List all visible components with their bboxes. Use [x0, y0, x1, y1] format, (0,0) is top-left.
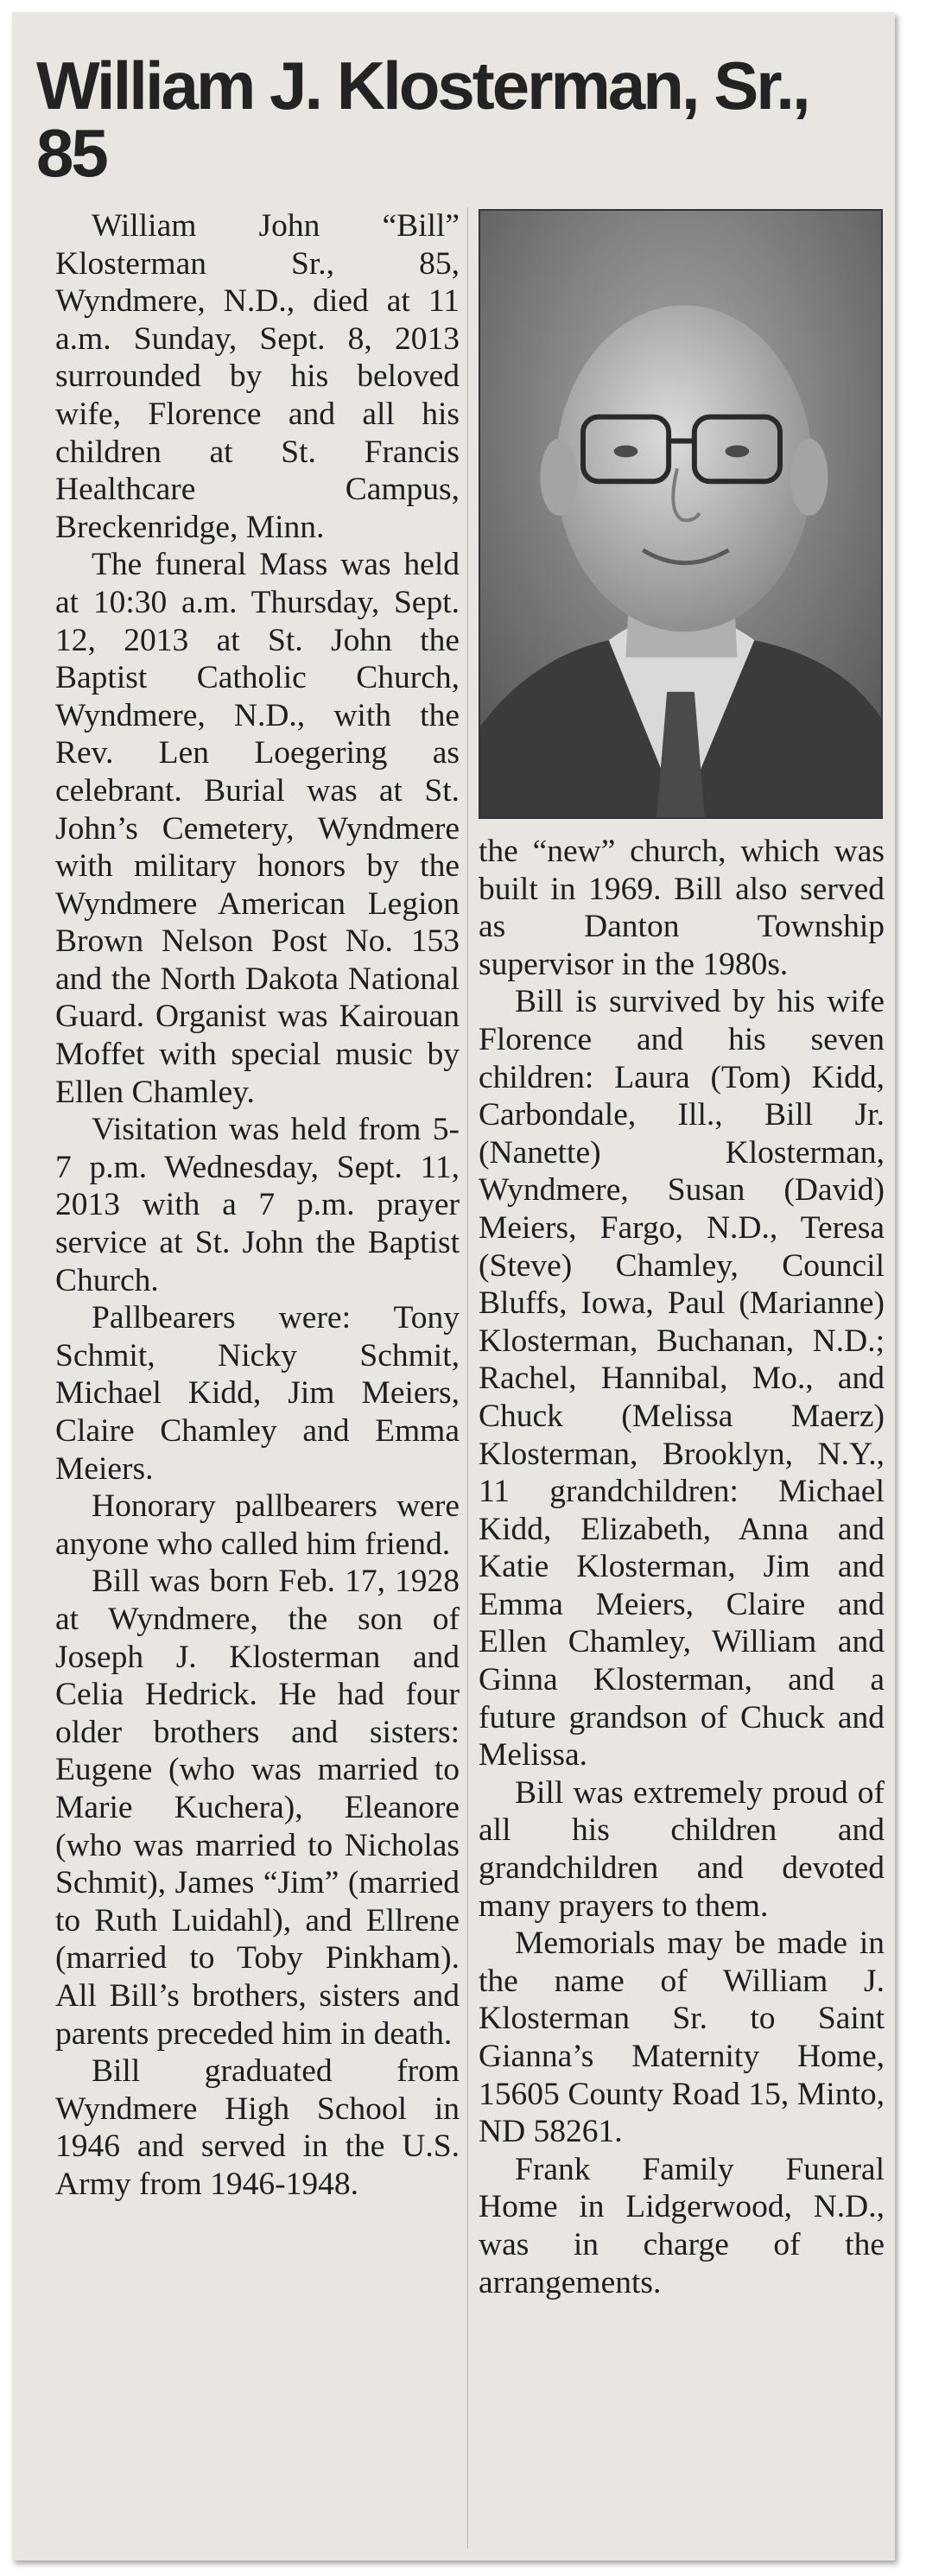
paragraph-memorials: Memorials may be made in the name of William J. Klosterman Sr. to Saint Gianna’s Maternity Home, 15605 County Road 15, Minto, ND 58261. — [479, 1926, 885, 2150]
portrait-photo — [479, 209, 883, 819]
newspaper-clipping — [12, 12, 895, 2560]
paragraph-survivors: Bill is survived by his wife Florence and his seven children: Laura (Tom) Kidd, Carbondale, Ill., Bill Jr. (Nanette) Klosterman, Wyndmere, Susan (David) Meiers, Fargo, N.D., Teresa (Steve) Chamley, Council Bluffs, Iowa, Paul (Marianne) Klosterman, Buchanan, N.D.; Rachel, Hannibal, Mo., and Chuck (Melissa Maerz) Klosterman, Brooklyn, N.Y., 11 grandchildren: Michael Kidd, Elizabeth, Anna and Katie Klosterman, Jim and Emma Meiers, Claire and Ellen Chamley, William and Ginna Klosterman, and a future grandson of Chuck and Melissa. — [479, 984, 885, 1773]
paragraph-church-township: the “new” church, which was built in 1969. Bill also served as Danton Township supervisor in the 1980s. — [479, 834, 885, 982]
text-column-left — [55, 207, 460, 2203]
portrait-photo-icon — [480, 211, 881, 817]
paragraph-honorary-pallbearers: Honorary pallbearers were anyone who called him friend. — [55, 1488, 460, 1562]
paragraph-pallbearers: Pallbearers were: Tony Schmit, Nicky Schmit, Michael Kidd, Jim Meiers, Claire Chamley and Emma Meiers. — [55, 1300, 460, 1487]
obituary-headline: William J. Klosterman, Sr., 85 — [36, 48, 809, 191]
paragraph-death-notice: William John “Bill” Klosterman Sr., 85, Wyndmere, N.D., died at 11 a.m. Sunday, Sept. 8, 2013 surrounded by his beloved wife, Florence and all his children at St. Francis Healthcare Campus, Breckenridge, Minn. — [55, 208, 460, 545]
paragraph-visitation: Visitation was held from 5-7 p.m. Wednesday, Sept. 11, 2013 with a 7 p.m. prayer service at St. John the Baptist Church. — [55, 1112, 460, 1298]
paragraph-birth-family: Bill was born Feb. 17, 1928 at Wyndmere, the son of Joseph J. Klosterman and Celia Hedrick. He had four older brothers and sisters: Eugene (who was married to Marie Kuchera), Eleanore (who was married to Nicholas Schmit), James “Jim” (married to Ruth Luidahl), and Ellrene (married to Toby Pinkham). All Bill’s brothers, sisters and parents preceded him in death. — [55, 1564, 460, 2052]
paragraph-education-service: Bill graduated from Wyndmere High School in 1946 and served in the U.S. Army from 1946-1948. — [55, 2053, 460, 2202]
text-column-right — [479, 833, 885, 2301]
paragraph-pride: Bill was extremely proud of all his children and grandchildren and devoted many prayers to them. — [479, 1774, 885, 1924]
paragraph-funeral-mass: The funeral Mass was held at 10:30 a.m. Thursday, Sept. 12, 2013 at St. John the Baptist Catholic Church, Wyndmere, N.D., with the Rev. Len Loegering as celebrant. Burial was at St. John’s Cemetery, Wyndmere with military honors by the Wyndmere American Legion Brown Nelson Post No. 153 and the North Dakota National Guard. Organist was Kairouan Moffet with special music by Ellen Chamley. — [55, 547, 460, 1110]
paragraph-funeral-home: Frank Family Funeral Home in Lidgerwood, N.D., was in charge of the arrangements. — [479, 2151, 885, 2300]
column-divider — [467, 207, 468, 2548]
